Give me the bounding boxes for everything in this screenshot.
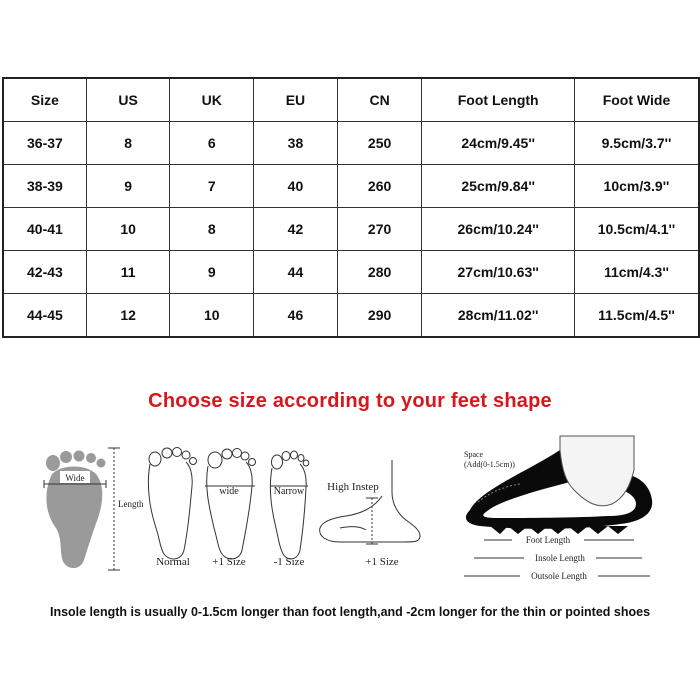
table-cell: 38	[254, 122, 338, 165]
table-cell: 24cm/9.45''	[422, 122, 574, 165]
table-cell: 46	[254, 294, 338, 338]
table-cell: 38-39	[3, 165, 86, 208]
header-size: Size	[3, 78, 86, 122]
shoe-section-icon	[466, 436, 652, 534]
foot-shape-illustration	[0, 430, 700, 590]
table-cell: 9	[86, 165, 170, 208]
table-cell: 260	[337, 165, 422, 208]
table-cell: 11.5cm/4.5''	[574, 294, 699, 338]
wide-label: Wide	[65, 473, 85, 483]
normal-foot-icon	[148, 448, 196, 559]
header-eu: EU	[254, 78, 338, 122]
table-row	[3, 294, 699, 338]
table-row	[3, 165, 699, 208]
table-cell: 7	[170, 165, 254, 208]
normal-label: Normal	[156, 556, 190, 568]
table-cell: 10.5cm/4.1''	[574, 208, 699, 251]
narrow-foot-label: Narrow	[273, 486, 305, 497]
header-uk: UK	[170, 78, 254, 122]
header-cn: CN	[337, 78, 422, 122]
wide-foot-label: wide	[219, 486, 239, 497]
table-cell: 27cm/10.63''	[422, 251, 574, 294]
space-label: Space	[464, 450, 484, 459]
high-instep-foot-icon	[320, 460, 420, 544]
length-indicator	[108, 448, 144, 570]
length-label: Length	[118, 499, 144, 509]
table-row	[3, 251, 699, 294]
table-cell: 11cm/4.3''	[574, 251, 699, 294]
table-cell: 9	[170, 251, 254, 294]
wide-size-label: +1 Size	[212, 556, 246, 568]
table-cell: 280	[337, 251, 422, 294]
headline: Choose size according to your feet shape	[148, 390, 552, 412]
table-row	[3, 208, 699, 251]
table-cell: 28cm/11.02''	[422, 294, 574, 338]
header-us: US	[86, 78, 170, 122]
table-row	[3, 122, 699, 165]
table-cell: 42	[254, 208, 338, 251]
table-cell: 290	[337, 294, 422, 338]
wide-foot-icon	[205, 449, 256, 559]
table-cell: 25cm/9.84''	[422, 165, 574, 208]
table-cell: 250	[337, 122, 422, 165]
high-instep-size-label: +1 Size	[365, 556, 399, 568]
insole-length-label: Insole Length	[535, 553, 585, 563]
space-range-label: (Add(0-1.5cm))	[464, 460, 515, 469]
table-cell: 11	[86, 251, 170, 294]
table-cell: 8	[86, 122, 170, 165]
table-cell: 10cm/3.9''	[574, 165, 699, 208]
narrow-size-label: -1 Size	[273, 556, 305, 568]
table-cell: 6	[170, 122, 254, 165]
table-cell: 44	[254, 251, 338, 294]
table-cell: 40-41	[3, 208, 86, 251]
table-cell: 42-43	[3, 251, 86, 294]
table-cell: 270	[337, 208, 422, 251]
foot-sole-icon	[44, 451, 106, 569]
table-cell: 10	[170, 294, 254, 338]
foot-length-label: Foot Length	[525, 535, 571, 545]
table-cell: 8	[170, 208, 254, 251]
table-cell: 12	[86, 294, 170, 338]
header-foot-wide: Foot Wide	[574, 78, 699, 122]
size-table-header-row	[3, 78, 699, 122]
table-cell: 9.5cm/3.7''	[574, 122, 699, 165]
footnote: Insole length is usually 0-1.5cm longer than foot length,and -2cm longer for the thin or pointed shoes	[49, 605, 651, 619]
table-cell: 36-37	[3, 122, 86, 165]
table-cell: 10	[86, 208, 170, 251]
outsole-length-label: Outsole Length	[531, 571, 587, 581]
size-chart-table	[2, 77, 700, 338]
table-cell: 40	[254, 165, 338, 208]
high-instep-label: High Instep	[327, 481, 379, 493]
table-cell: 44-45	[3, 294, 86, 338]
header-foot-length: Foot Length	[422, 78, 574, 122]
narrow-foot-icon	[270, 451, 309, 559]
table-cell: 26cm/10.24''	[422, 208, 574, 251]
